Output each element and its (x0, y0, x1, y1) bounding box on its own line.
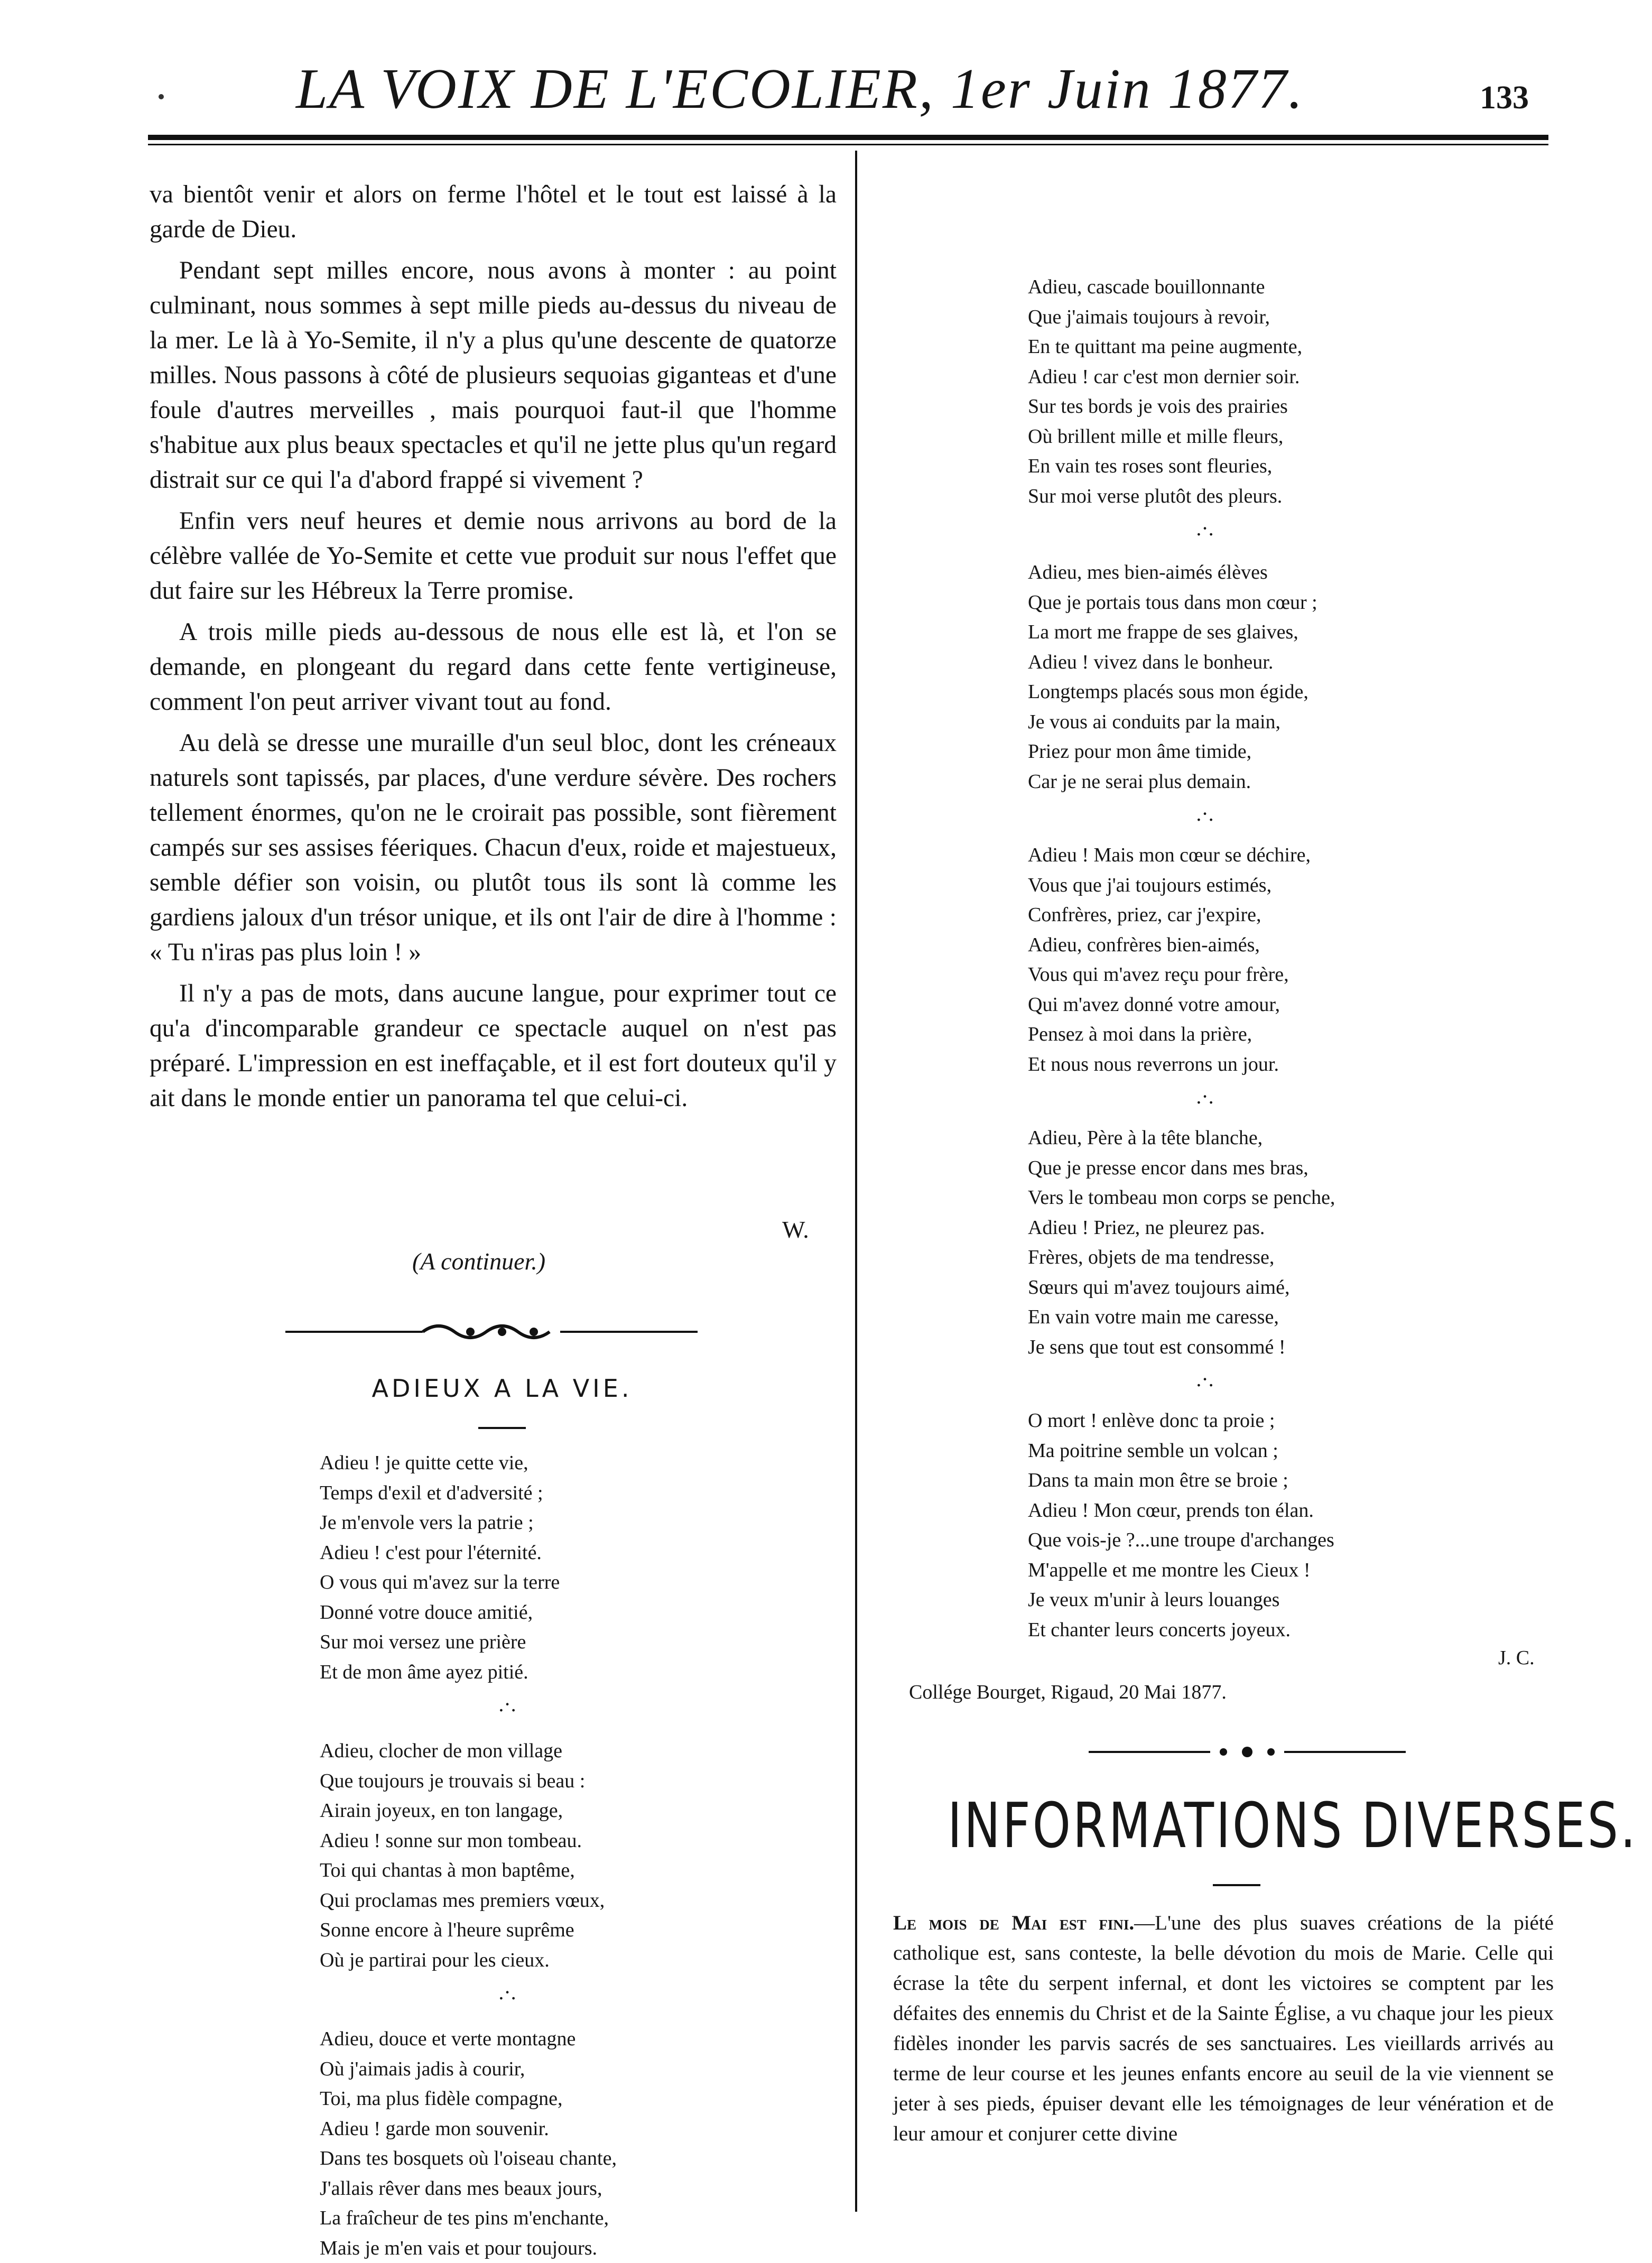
stanza-separator: .·. (498, 1980, 516, 2004)
poem-stanza: Adieu, clocher de mon village Que toujours je trouvais si beau : Airain joyeux, en ton langage, Adieu ! sonne sur mon tombeau. Toi qui chantas à mon baptême, Qui proclamas mes premiers vœux, Sonne encore à l'heure suprême Où je partirai pour les cieux. (320, 1740, 605, 1971)
section-title-rule (1213, 1884, 1260, 1886)
article-paragraph: A trois mille pieds au-dessous de nous elle est là, et l'on se demande, en plongeant du regard dans cette fente vertigineuse, comment l'on peut arriver vivant tout au fond. (150, 618, 837, 716)
header-rule-thick (148, 135, 1548, 140)
ornamental-divider (285, 1321, 698, 1342)
column-divider (855, 151, 857, 2212)
stanza-separator: .·. (1196, 1367, 1214, 1391)
stanza-separator: .·. (1196, 1084, 1214, 1108)
stanza-separator: .·. (1196, 516, 1214, 540)
poem-title: ADIEUX A LA VIE. (372, 1374, 633, 1403)
news-item (893, 1908, 1554, 2149)
stanza-separator: .·. (1196, 802, 1214, 826)
poem-stanza: O mort ! enlève donc ta proie ; Ma poitrine semble un volcan ; Dans ta main mon être se broie ; Adieu ! Mon cœur, prends ton élan. Que vois-je ?...une troupe d'archanges M'appelle et me montre les Cieux ! Je veux m'unir à leurs louanges Et chanter leurs concerts joyeux. (1028, 1409, 1334, 1641)
article-signature: W. (782, 1216, 809, 1243)
news-text: —L'une des plus suaves créations de la piété catholique est, sans conteste, la belle dévotion du mois de Marie. Celle qui écrase la tête du serpent infernal, et dont les victoires se comptent par les défaites des ennemis du Christ et de la Sainte Église, a vu chaque jour les pieux fidèles inonder les parvis sacrés de ses sanctuaires. Les vieillards arrivés au terme de leur course et les jeunes enfants encore au seuil de la vie viennent se jeter à ses pieds, épuiser devant elle les témoignages de leur vénération et de leur amour et conjurer cette divine (893, 1912, 1554, 2145)
poem-place-date: Collége Bourget, Rigaud, 20 Mai 1877. (909, 1681, 1227, 1703)
news-lead: Le mois de Mai est fini. (893, 1912, 1135, 1934)
article-paragraph: va bientôt venir et alors on ferme l'hôtel et le tout est laissé à la garde de Dieu. (150, 181, 837, 243)
article-paragraph: Il n'y a pas de mots, dans aucune langue, pour exprimer tout ce qu'a d'incomparable grandeur ce spectacle auquel on n'est pas préparé. L'impression en est ineffaçable, et il est fort douteux qu'il y ait dans le monde entier un panorama tel que celui-ci. (150, 980, 837, 1112)
article-paragraph: Pendant sept milles encore, nous avons à monter : au point culminant, nous sommes à sept mille pieds au-dessus du niveau de la mer. Le là à Yo-Semite, il n'y a plus qu'une descente de quatorze milles. Nous passons à côté de plusieurs sequoias giganteas et d'une foule d'autres merveilles , mais pourquoi faut-il que l'homme s'habitue aux plus beaux spectacles et qu'il ne jette plus qu'un regard distrait sur ce qui l'a d'abord frappé si vivement ? (150, 257, 837, 494)
poem-initials: J. C. (1498, 1647, 1535, 1669)
left-column-article (150, 177, 837, 1122)
article-paragraph: Au delà se dresse une muraille d'un seul bloc, dont les créneaux naturels sont tapissés, par places, d'une verdure sévère. Des rochers tellement énormes, qu'on ne le croirait pas possible, sont fièrement campés sur ses assises féeriques. Chacun d'eux, roide et majestueux, semble défier son voisin, ou plutôt tous ils sont là comme les gardiens jaloux d'un trésor unique, et ils ont l'air de dire à l'homme : « Tu n'iras pas plus loin ! » (150, 729, 837, 966)
stanza-separator: .·. (498, 1692, 516, 1716)
poem-stanza: Adieu, douce et verte montagne Où j'aimais jadis à courir, Toi, ma plus fidèle compagne, Adieu ! garde mon souvenir. Dans tes bosquets où l'oiseau chante, J'allais rêver dans mes beaux jours, La fraîcheur de tes pins m'enchante, Mais je m'en vais et pour toujours. (320, 2028, 617, 2259)
article-paragraph: Enfin vers neuf heures et demie nous arrivons au bord de la célèbre vallée de Yo-Semite et cette vue produit sur nous l'effet que dut faire sur les Hébreux la Terre promise. (150, 507, 837, 605)
ornamental-divider (1089, 1744, 1406, 1760)
header-rule-thin (148, 144, 1548, 145)
section-title: INFORMATIONS DIVERSES. (948, 1789, 1638, 1862)
poem-stanza: Adieu ! je quitte cette vie, Temps d'exil et d'adversité ; Je m'envole vers la patrie ; Adieu ! c'est pour l'éternité. O vous qui m'avez sur la terre Donné votre douce amitié, Sur moi versez une prière Et de mon âme ayez pitié. (320, 1452, 560, 1683)
poem-stanza: Adieu, Père à la tête blanche, Que je presse encor dans mes bras, Vers le tombeau mon corps se penche, Adieu ! Priez, ne pleurez pas. Frères, objets de ma tendresse, Sœurs qui m'avez toujours aimé, En vain votre main me caresse, Je sens que tout est consommé ! (1028, 1127, 1335, 1358)
page-number: 133 (1480, 80, 1529, 116)
to-continue-note: (A continuer.) (412, 1248, 546, 1275)
poem-title-rule (478, 1427, 526, 1429)
poem-stanza: Adieu ! Mais mon cœur se déchire, Vous que j'ai toujours estimés, Confrères, priez, car j'expire, Adieu, confrères bien-aimés, Vous qui m'avez reçu pour frère, Qui m'avez donné votre amour, Pensez à moi dans la prière, Et nous nous reverrons un jour. (1028, 844, 1311, 1075)
newspaper-header-title: LA VOIX DE L'ECOLIER, 1er Juin 1877. (296, 58, 1304, 120)
header-dot (159, 94, 164, 99)
poem-stanza: Adieu, cascade bouillonnante Que j'aimais toujours à revoir, En te quittant ma peine augmente, Adieu ! car c'est mon dernier soir. Sur tes bords je vois des prairies Où brillent mille et mille fleurs, En vain tes roses sont fleuries, Sur moi verse plutôt des pleurs. (1028, 276, 1303, 507)
poem-stanza: Adieu, mes bien-aimés élèves Que je portais tous dans mon cœur ; La mort me frappe de ses glaives, Adieu ! vivez dans le bonheur. Longtemps placés sous mon égide, Je vous ai conduits par la main, Priez pour mon âme timide, Car je ne serai plus demain. (1028, 561, 1317, 793)
